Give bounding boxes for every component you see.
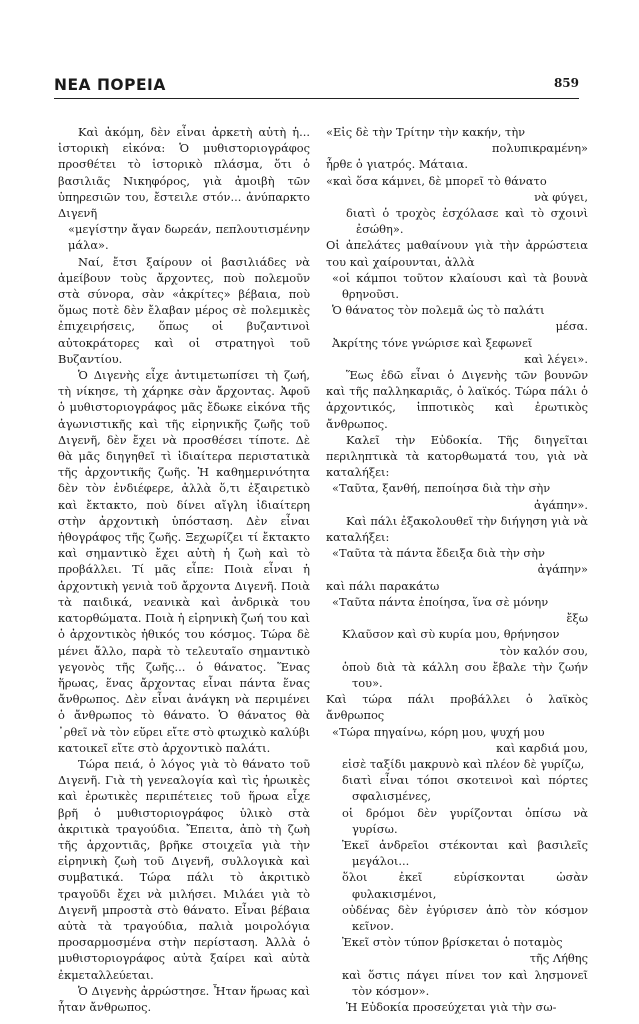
verse-continuation: μέσα. bbox=[555, 319, 588, 334]
paragraph: Καὶ πάλι ἐξακολουθεῖ τὴν διήγηση γιὰ νὰ καταλήξει: bbox=[326, 513, 588, 545]
verse-line: Ἐκεῖ ἀνδρεῖοι στέκονται καὶ βασιλεῖς μεγάλοι... bbox=[342, 837, 588, 869]
verse-continuation: νὰ φύγει, bbox=[534, 189, 588, 204]
running-header bbox=[54, 66, 579, 94]
left-column bbox=[58, 124, 310, 1015]
paragraph: Καὶ ἀκόμη, δὲν εἶναι ἀρκετὴ αὐτὴ ἡ... ἱστορικὴ εἰκόνα: Ὁ μυθιστοριογράφος προσθέτει τὸ ἱστορικὸ πλάσμα, ὅτι ὁ βασιλιᾶς Νικηφόρος, γιὰ ἀμοιβὴ τῶν ὑπηρεσιῶν του, ἔστειλε στόν... ἀνύπαρκτο Διγενῆ bbox=[58, 125, 310, 221]
verse-line: καὶ ὅστις πάγει πίνει τον καὶ λησμονεῖ τὸν κόσμον». bbox=[342, 967, 588, 998]
text-line: Οἱ ἀπελάτες μαθαίνουν γιὰ τὴν ἀρρώστεια του καὶ χαίρουνται, ἀλλὰ bbox=[326, 238, 588, 269]
header-rule bbox=[54, 98, 579, 99]
verse-line: Κλαῦσον καὶ σὺ κυρία μου, θρήνησον bbox=[342, 627, 560, 642]
right-column bbox=[326, 124, 588, 1015]
verse-line: Ἀκρίτης τόνε γνώρισε καὶ ξεφωνεῖ bbox=[332, 335, 533, 350]
verse-line: «Εἰς δὲ τὴν Τρίτην τὴν κακήν, τὴν bbox=[326, 125, 526, 139]
text-line: ἦρθε ὁ γιατρός. Μάταια. bbox=[326, 157, 468, 172]
paragraph: Ναί, ἔτσι ξαίρουν οἱ βασιλιάδες νὰ ἀμείβουν τοὺς ἄρχοντες, ποὺ πολεμοῦν στὰ σύνορα, σὰν «ἀκρίτες» βέβαια, ποὺ ὅμως ποτὲ δὲν ἔλαβαν μέρος σὲ πολεμικὲς ἐπιχειρήσεις, ὅπως οἱ βυζαντινοὶ αὐτοκράτορες καὶ οἱ στρατηγοὶ τοῦ Βυζαντίου. bbox=[58, 254, 310, 366]
verse-line: «Ταῦτα, ξανθή, πεποίησα διὰ τὴν σὴν bbox=[332, 481, 551, 496]
verse-line: «Ταῦτα τὰ πάντα ἔδειξα διὰ τὴν σὴν bbox=[332, 546, 545, 561]
verse-continuation: ἀγάπην». bbox=[533, 497, 588, 512]
verse-continuation: καὶ καρδιά μου, bbox=[496, 740, 588, 755]
verse-line: «καὶ ὅσα κάμνει, δὲ μπορεῖ τὸ θάνατο bbox=[326, 173, 547, 188]
verse-line: εἰσὲ ταξίδι μακρυνὸ καὶ πλέον δὲ γυρίζω, bbox=[342, 756, 585, 771]
paragraph: Ὁ Διγενὴς εἶχε ἀντιμετωπίσει τὴ ζωή, τὴ νίκησε, τὴ χάρηκε σὰν ἄρχοντας. Ἀφοῦ ὁ μυθιστοριογράφος μᾶς ἔδωκε εἰκόνα τῆς ἀγωνιστικῆς καὶ τῆς εἰρηνικῆς ζωῆς τοῦ Διγενῆ, δὲν ἔχει νὰ προσθέσει τίποτε. Δὲ θὰ μᾶς διηγηθεῖ τὶ ἰδιαίτερα περιστατικὰ τῆς ἀρχοντικῆς ζωῆς. Ἡ καθημερινότητα δὲν τὸν ἐνδιέφερε, ἀλλὰ ὅ,τι ἐξαιρετικὸ καὶ ἔκτακτο, ποὺ δίνει αἴγλη ἰδιαίτερη στὴν ἀρχοντικὴ ὑπόσταση. Δὲν εἶναι ἠθογράφος τῆς ζωῆς. Ξεχωρίζει τί ἔκτακτο καὶ σημαντικὸ ἔχει αὐτὴ ἡ ζωὴ καὶ τὸ προβάλλει. Τί μᾶς εἶπε: Ποιὰ εἶναι ἡ ἀρχοντικὴ γενιὰ τοῦ ἄρχοντα Διγενῆ. Ποιὰ τὰ παιδικά, νεανικὰ καὶ ἀνδρικὰ του κατορθώματα. Ποιὰ ἡ εἰρηνικὴ ζωή του καὶ ὁ ἀρχοντικὸς ἠθικός του κόσμος. Τώρα δὲ μένει ἄλλο, παρὰ τὸ τελευταῖο σημαντικὸ γεγονὸς τῆς ζωῆς... ὁ θάνατος. Ἕνας ἥρωας, ἕνας ἄρχοντας εἶναι πάντα ἕνας ἄνθρωπος. Δὲν εἶναι ἀνάγκη νὰ περιμένει ὁ ἄνθρωπος τὸ θάνατο. Ὁ θάνατος θὰ ᾽ρθεῖ νὰ τὸν εὕρει εἴτε στὸ φτωχικὸ καλύβι κατοικεῖ εἴτε στὸ ἀρχοντικὸ παλάτι. bbox=[58, 368, 310, 755]
verse-continuation: καὶ λέγει». bbox=[524, 351, 588, 366]
verse-line: οὐδένας δὲν ἐγύρισεν ἀπὸ τὸν κόσμον κεῖνον. bbox=[342, 902, 588, 933]
verse-line: «Ταῦτα πάντα ἐποίησα, ἵνα σὲ μόνην bbox=[332, 594, 549, 609]
verse-continuation: τῆς Λήθης bbox=[529, 951, 588, 966]
verse-line: «οἱ κάμποι τοῦτον κλαίουσι καὶ τὰ βουνὰ θρηνοῦσι. bbox=[332, 270, 588, 302]
verse-continuation: ἀγάπην» bbox=[537, 562, 588, 577]
verse-line: διατὶ εἶναι τόποι σκοτεινοὶ καὶ πόρτες σφαλισμένες, bbox=[342, 773, 588, 804]
verse-line: ὁποὺ διὰ τὰ κάλλη σου ἔβαλε τὴν ζωήν του». bbox=[342, 659, 588, 690]
paragraph: Ὁ Διγενὴς ἀρρώστησε. Ἦταν ἥρωας καὶ ἦταν ἄνθρωπος. bbox=[58, 983, 310, 1014]
paragraph: Ἕως ἐδῶ εἶναι ὁ Διγενὴς τῶν βουνῶν καὶ τῆς παλληκαριᾶς, ὁ λαϊκός. Τώρα πάλι ὁ ἀρχοντικός, ἱπποτικὸς καὶ ἐρωτικὸς ἄνθρωπος. bbox=[326, 368, 588, 431]
verse-line: «Τώρα πηγαίνω, κόρη μου, ψυχή μου bbox=[332, 724, 545, 739]
journal-title: ΝΕΑ ΠΟΡΕΙΑ bbox=[54, 76, 166, 94]
verse-quote: «μεγίστην ἄγαν δωρεάν, πεπλουτισμένην μάλα». bbox=[68, 222, 310, 253]
verse-line: διατὶ ὁ τροχὸς ἐσχόλασε καὶ τὸ σχοινὶ ἐσώθη». bbox=[346, 206, 588, 237]
verse-continuation: τὸν καλόν σου, bbox=[499, 643, 588, 658]
page-number: 859 bbox=[553, 76, 579, 90]
text-line: καὶ πάλι παρακάτω bbox=[326, 578, 440, 593]
paragraph: Τώρα πειά, ὁ λόγος γιὰ τὸ θάνατο τοῦ Διγενῆ. Γιὰ τὴ γενεαλογία καὶ τὶς ἡρωικὲς καὶ ἐρωτικὲς περιπέτειες τοῦ ἥρωα εἶχε βρῆ ὁ μυθιστοριογράφος ὑλικὸ στὰ ἀκριτικὰ τραγούδια. Ἔπειτα, ἀπὸ τὴ ζωὴ τῆς ἀρχοντιᾶς, βρῆκε στοιχεῖα γιὰ τὴν εἰρηνικὴ ζωὴ τοῦ Διγενῆ, συλλογικὰ καὶ συμβατικά. Τώρα πάλι τὸ ἀκριτικὸ τραγοῦδι ἔχει νὰ μιλήσει. Μιλάει γιὰ τὸ Διγενῆ μπροστὰ στὸ θάνατο. Εἶναι βέβαια αὐτὰ τὰ τραγούδια, παλιὰ μοιρολόγια προσαρμοσμένα στὴν περίσταση. Ἀλλὰ ὁ μυθιστοριογράφος αὐτὰ ξαίρει καὶ αὐτὰ ἐκμεταλλεύεται. bbox=[58, 756, 310, 982]
verse-line: ὅλοι ἐκεῖ εὑρίσκονται ὡσὰν φυλακισμένοι, bbox=[342, 870, 588, 901]
text-line: Καὶ τώρα πάλι προβάλλει ὁ λαϊκὸς ἄνθρωπος bbox=[326, 692, 588, 723]
verse-line: Ὁ θάνατος τὸν πολεμᾶ ὡς τὸ παλάτι bbox=[332, 303, 545, 318]
paragraph: Ἡ Εὐδοκία προσεύχεται γιὰ τὴν σω- bbox=[346, 999, 557, 1014]
verse-continuation: πολυπικραμένη» bbox=[492, 141, 588, 156]
verse-line: Ἐκεῖ στὸν τύπον βρίσκεται ὁ ποταμὸς bbox=[342, 935, 563, 950]
verse-continuation: ἔξω bbox=[566, 611, 588, 626]
verse-line: οἱ δρόμοι δὲν γυρίζονται ὀπίσω νὰ γυρίσω. bbox=[342, 805, 588, 836]
paragraph: Καλεῖ τὴν Εὐδοκία. Τῆς διηγεῖται περιληπτικὰ τὰ κατορθωματά του, γιὰ νὰ καταλήξει: bbox=[326, 432, 588, 480]
